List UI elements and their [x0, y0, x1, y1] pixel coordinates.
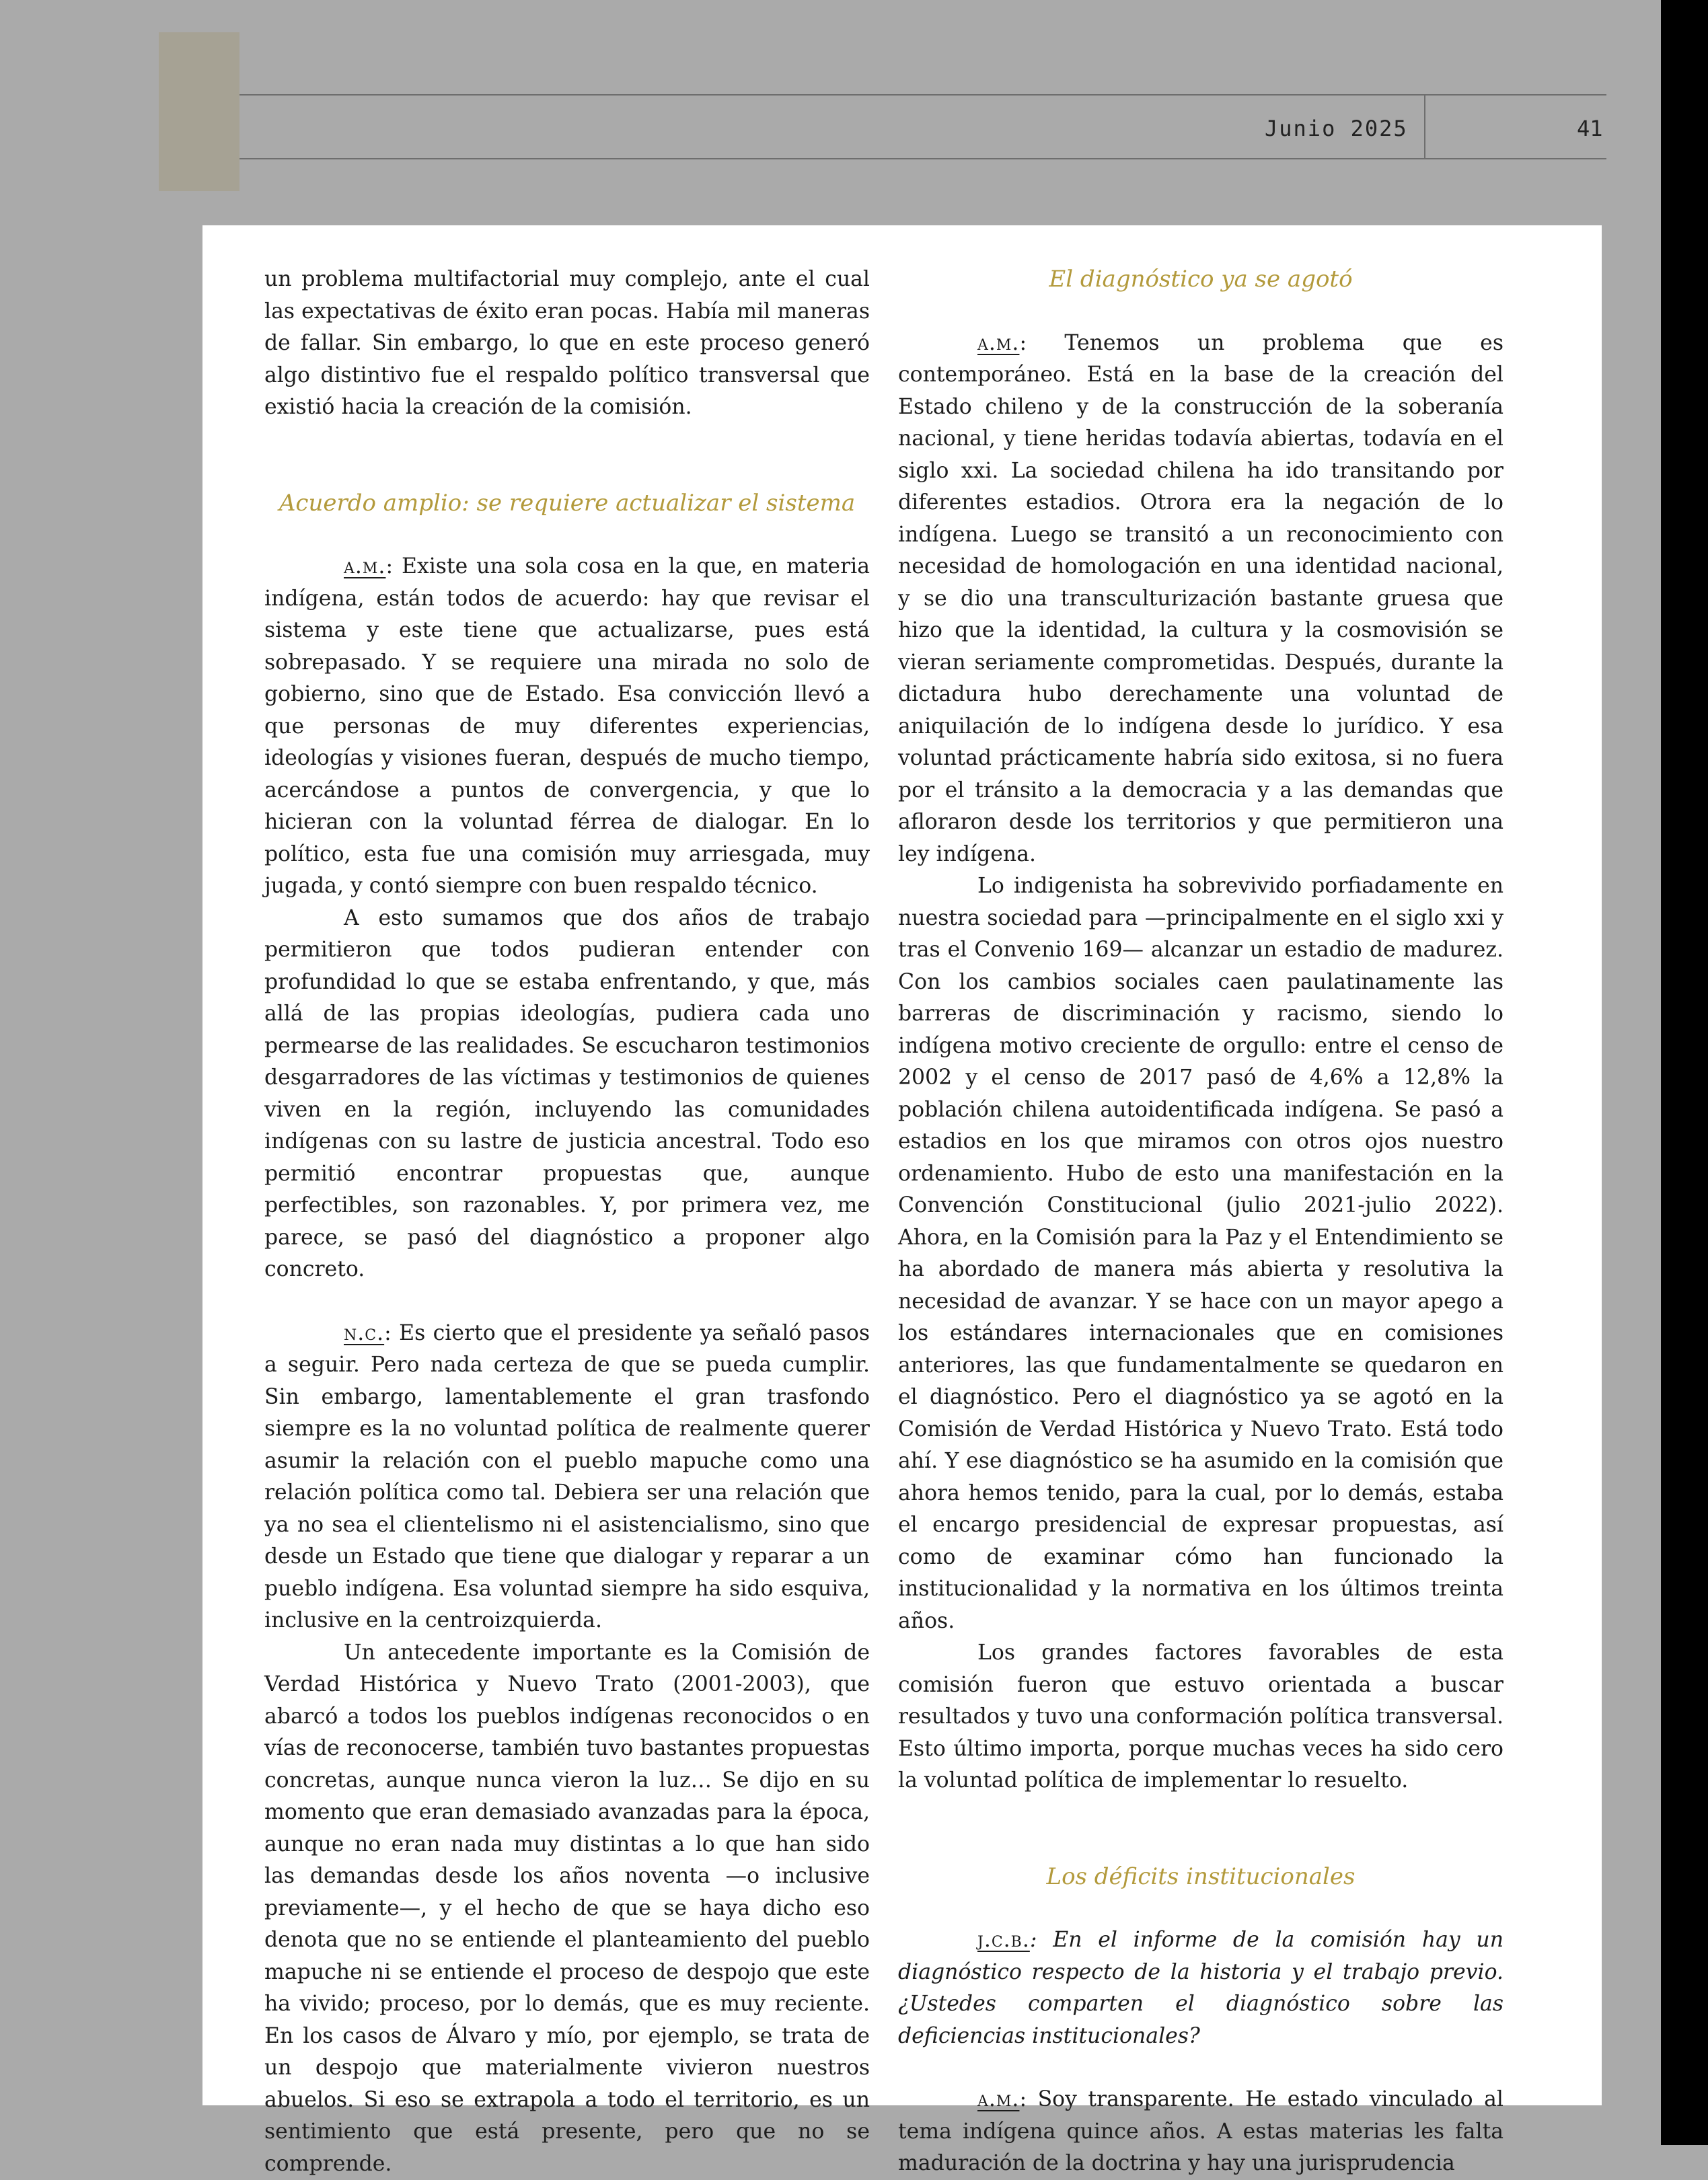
speaker-initials: n.c.	[344, 1321, 384, 1345]
header-date: Junio 2025	[1265, 116, 1408, 141]
paragraph: Un antecedente importante es la Comisión de Verdad Histórica y Nuevo Trato (2001-2003), que abarcó a todos los pueblos indígenas reconocidos o en vías de reconocerse, también tuvo bastantes propuestas concretas, aunque nunca vieron la luz… Se dijo en su momento que eran demasiado avanzadas para la época, aunque no eran nada muy distintas a lo que han sido las demandas desde los años noventa —o inclusive previamente—, y el hecho de que se haya dicho eso denota que no se entiende el planteamiento del pueblo mapuche ni se entiende el proceso de despojo que este ha vivido; proceso, por lo demás, que es muy reciente. En los casos de Álvaro y mío, por ejemplo, se trata de un despojo que materialmente vivieron nuestros abuelos. Si eso se extrapola a todo el territorio, es un sentimiento que está presente, pero que no se comprende.	[264, 1637, 870, 2180]
section-heading: El diagnóstico ya se agotó	[898, 264, 1503, 296]
left-column	[264, 264, 870, 2180]
question-paragraph	[898, 1924, 1503, 2052]
paragraph	[264, 551, 870, 903]
header-separator	[1424, 94, 1425, 159]
paragraph-text: : Tenemos un problema que es contemporáneo. Está en la base de la creación del Estado chileno y de la construcción de la soberanía nacional, y tiene heridas todavía abiertas, todavía en el siglo xxi. La sociedad chilena ha ido transitando por diferentes estadios. Otrora era la negación de lo indígena. Luego se transitó a un reconocimiento con necesidad de homologación en una identidad nacional, y se dio una transculturización bastante gruesa que hizo que la identidad, la cultura y la cosmovisión se vieran seriamente comprometidas. Después, durante la dictadura hubo derechamente una voluntad de aniquilación de lo indígena desde lo jurídico. Y esa voluntad prácticamente habría sido exitosa, si no fuera por el tránsito a la democracia y a las demandas que afloraron desde los territorios y que permitieron una ley indígena.	[898, 331, 1503, 866]
header-rule-top	[239, 94, 1606, 96]
viewer-edge	[1661, 0, 1708, 2145]
paragraph-text: : Existe una sola cosa en la que, en materia indígena, están todos de acuerdo: hay que revisar el sistema y este tiene que actualizarse, pues está sobrepasado. Y se requiere una mirada no solo de gobierno, sino que de Estado. Esa convicción llevó a que personas de muy diferentes experiencias, ideologías y visiones fueran, después de mucho tiempo, acercándose a puntos de convergencia, y que lo hicieran con la voluntad férrea de dialogar. En lo político, esta fue una comisión muy arriesgada, muy jugada, y contó siempre con buen respaldo técnico.	[264, 554, 870, 898]
section-heading: Acuerdo amplio: se requiere actualizar el sistema	[264, 488, 870, 520]
paragraph: Los grandes factores favorables de esta comisión fueron que estuvo orientada a buscar resultados y tuvo una conformación política transversal. Esto último importa, porque muchas veces ha sido cero la voluntad política de implementar lo resuelto.	[898, 1637, 1503, 1797]
right-column	[898, 264, 1503, 2180]
section-heading: Los déficits institucionales	[898, 1861, 1503, 1893]
page-number: 41	[1577, 116, 1603, 141]
paragraph-text: : En el informe de la comisión hay un diagnóstico respecto de la historia y el trabajo previo. ¿Ustedes comparten el diagnóstico sobre las deficiencias institucionales?	[898, 1928, 1503, 2048]
header-rule-bottom	[239, 158, 1606, 159]
speaker-initials: a.m.	[344, 554, 385, 578]
section-tab	[159, 32, 239, 191]
paragraph-text: : Es cierto que el presidente ya señaló pasos a seguir. Pero nada certeza de que se pueda cumplir. Sin embargo, lamentablemente el gran trasfondo siempre es la no voluntad política de realmente querer asumir la relación con el pueblo mapuche como una relación política como tal. Debiera ser una relación que ya no sea el clientelismo ni el asistencialismo, sino que desde un Estado que tiene que dialogar y reparar a un pueblo indígena. Esa voluntad siempre ha sido esquiva, inclusive en la centroizquierda.	[264, 1321, 870, 1633]
speaker-initials: a.m.	[977, 2087, 1019, 2111]
paragraph: un problema multifactorial muy complejo, ante el cual las expectativas de éxito eran pocas. Había mil maneras de fallar. Sin embargo, lo que en este proceso generó algo distintivo fue el respaldo político transversal que existió hacia la creación de la comisión.	[264, 264, 870, 424]
paragraph-text: : Soy transparente. He estado vinculado al tema indígena quince años. A estas materias les falta maduración de la doctrina y hay una jurisprudencia	[898, 2087, 1503, 2175]
paragraph: Lo indigenista ha sobrevivido porfiadamente en nuestra sociedad para —principalmente en el siglo xxi y tras el Convenio 169— alcanzar un estadio de madurez. Con los cambios sociales caen paulatinamente las barreras de discriminación y racismo, siendo lo indígena motivo creciente de orgullo: entre el censo de 2002 y el censo de 2017 pasó de 4,6% a 12,8% la población chilena autoidentificada indígena. Se pasó a estadios en los que miramos con otros ojos nuestro ordenamiento. Hubo de esto una manifestación en la Convención Constitucional (julio 2021-julio 2022). Ahora, en la Comisión para la Paz y el Entendimiento se ha abordado de manera más abierta y resolutiva la necesidad de avanzar. Y se hace con un mayor apego a los estándares internacionales que en comisiones anteriores, las que fundamentalmente se quedaron en el diagnóstico. Pero el diagnóstico ya se agotó en la Comisión de Verdad Histórica y Nuevo Trato. Está todo ahí. Y ese diagnóstico se ha asumido en la comisión que ahora hemos tenido, para la cual, por lo demás, estaba el encargo presidencial de expresar propuestas, así como de examinar cómo han funcionado la institucionalidad y la normativa en los últimos treinta años.	[898, 870, 1503, 1637]
paragraph	[264, 1318, 870, 1637]
speaker-initials: j.c.b.	[977, 1928, 1030, 1952]
paragraph	[898, 328, 1503, 871]
paragraph: A esto sumamos que dos años de trabajo permitieron que todos pudieran entender con profundidad lo que se estaba enfrentando, y que, más allá de las propias ideologías, pudiera cada uno permearse de las realidades. Se escucharon testimonios desgarradores de las víctimas y testimonios de quienes viven en la región, incluyendo las comunidades indígenas con su lastre de justicia ancestral. Todo eso permitió encontrar propuestas que, aunque perfectibles, son razonables. Y, por primera vez, me parece, se pasó del diagnóstico a proponer algo concreto.	[264, 903, 870, 1286]
paragraph	[898, 2084, 1503, 2180]
speaker-initials: a.m.	[977, 331, 1019, 355]
